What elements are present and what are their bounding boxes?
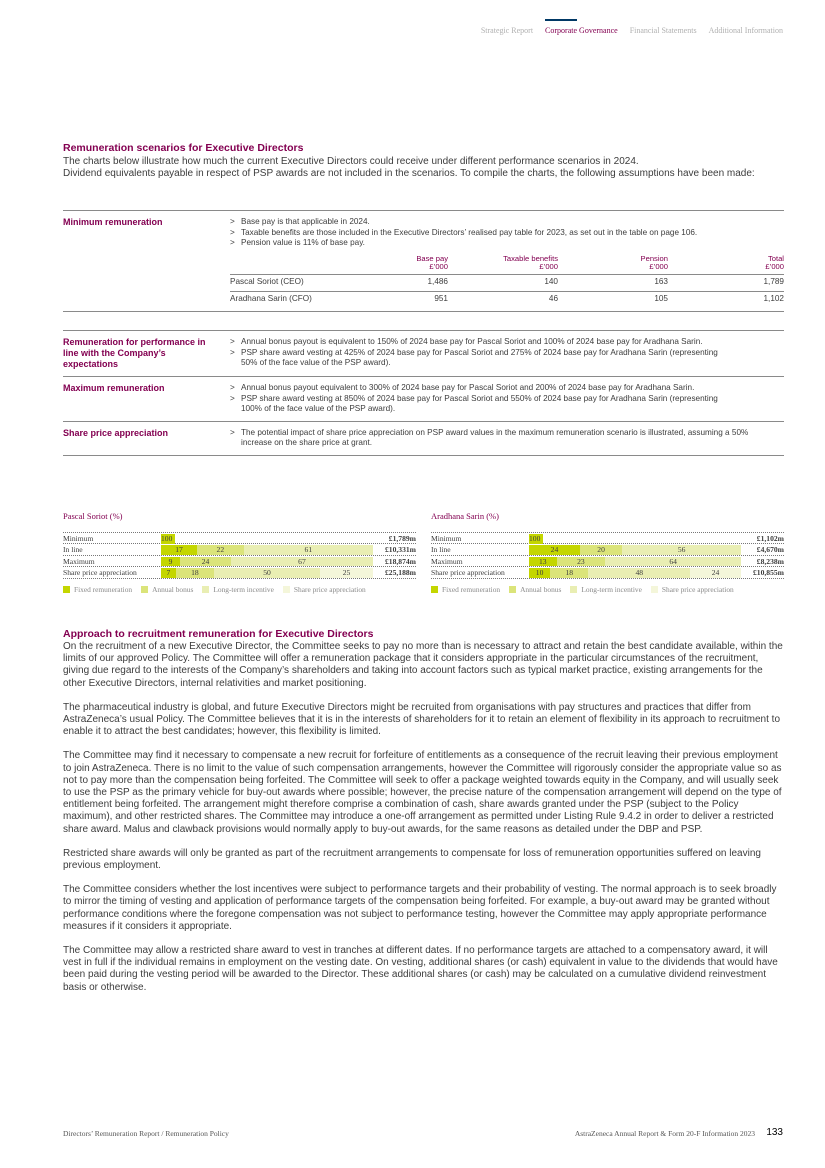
row-label: Maximum	[63, 556, 95, 566]
recruitment-section	[63, 628, 784, 994]
chart-legend	[431, 585, 784, 594]
bullet: > Annual bonus payout is equivalent to 150% of 2024 base pay for Pascal Soriot and 100% of 2024 base pay for Aradhana Sarin.	[230, 337, 784, 348]
bar-segment-fixed: 13	[529, 557, 557, 567]
scenarios-section	[63, 142, 784, 180]
assumption-label: Remuneration for performance in line with the Company’s expectations	[63, 337, 206, 370]
chart-row	[431, 532, 784, 544]
tab-additional-information[interactable]: Additional Information	[708, 26, 783, 35]
row-total: £25,188m	[384, 568, 416, 578]
bar-segment-lti: 67	[231, 557, 373, 567]
base-pay-table	[230, 255, 784, 308]
tab-corporate-governance[interactable]: Corporate Governance	[545, 26, 618, 35]
bullet: > The potential impact of share price appreciation on PSP award values in the maximum remuneration scenario is illustrated, assuming a 50% increase on the share price at grant.	[230, 428, 784, 449]
chart-rows	[431, 532, 784, 579]
cell: 163	[558, 275, 668, 292]
col-unit: £’000	[539, 262, 558, 272]
cell: 105	[654, 293, 668, 303]
bar-segment-fixed: 100	[161, 534, 175, 544]
assumptions-table	[63, 210, 784, 456]
row-total: £8,238m	[756, 556, 784, 566]
legend-label: Long-term incentive	[581, 585, 642, 595]
recruitment-paragraph: The pharmaceutical industry is global, and future Executive Directors might be recruited from organisations with pay structures and practices that differ from AstraZeneca’s usual Policy. The Committee believes that it is in the interests of shareholders for it to retain an element of flexibility in its approach to recruitment to enable it to attract the best candidates; however, this flexibility is limited.	[63, 701, 781, 738]
row-total: £4,670m	[756, 544, 784, 554]
legend-swatch	[509, 586, 516, 593]
row-total: £18,874m	[384, 556, 416, 566]
cell: 140	[448, 275, 558, 292]
row-label: Minimum	[431, 534, 462, 543]
bar-segment-bonus: 20	[580, 545, 622, 555]
chart-legend	[63, 585, 416, 594]
bullet: > PSP share award vesting at 425% of 2024 base pay for Pascal Soriot and 275% of 2024 base pay for Aradhana Sarin (representing 50% of the face value of the PSP award).	[230, 348, 784, 369]
chart-row	[63, 567, 416, 579]
assumption-row-share	[63, 422, 784, 456]
cell: Pascal Soriot (CEO)	[230, 275, 400, 292]
section-nav	[481, 26, 783, 35]
bar-segment-fixed: 9	[161, 557, 180, 567]
assumption-label: Share price appreciation	[63, 427, 169, 438]
bar-segment-fixed: 24	[529, 545, 580, 555]
legend-label: Annual bonus	[520, 585, 562, 595]
bullet: > Base pay is that applicable in 2024.	[230, 217, 784, 228]
chart-row	[431, 567, 784, 579]
tab-financial-statements[interactable]: Financial Statements	[629, 26, 697, 35]
recruitment-paragraph: The Committee may find it necessary to compensate a new recruit for forfeiture of entitlements as a consequence of the recruit leaving their previous employment to join AstraZeneca. There is no limit to the value of such compensation arrangements, however the Committee will rigorously consider the appropriate value so as not to pay more than the compensation being forfeited. The Committee will seek to offer a package weighted towards equity in the Company, and will usually seek to use the PSP as the primary vehicle for buy-out awards where possible; however, the precise nature of the compensation arrangement will depend on the type of entitlement being forfeited. The arrangement might therefore comprise a combination of cash, share awards granted under the PSP (subject to the Policy maximum), and other restricted shares. The Committee may introduce a one-off arrangement as permitted under Listing Rule 9.4.2 in order to deliver a restricted share award. Malus and clawback provisions would normally apply to buy-out awards, for the same reasons as detailed under the DBP and PSP.	[63, 750, 782, 835]
assumption-label: Maximum remuneration	[63, 383, 165, 394]
chart-row	[431, 556, 784, 568]
table-row	[230, 275, 784, 292]
bar-segment-bonus: 18	[550, 568, 588, 578]
page-number: 133	[766, 1127, 783, 1138]
row-label: Maximum	[431, 556, 463, 566]
recruitment-paragraph: The Committee considers whether the lost incentives were subject to performance targets and their probability of vesting. The normal approach is to seek broadly to mirror the timing of vesting and application of performance targets of the compensation being forfeited. For example, a buy-out award may be granted without performance conditions where the foregone compensation was not subject to performance testing, however the Committee may apply appropriate performance measures if it considers it appropriate.	[63, 884, 777, 932]
cell: 1,102	[763, 293, 784, 303]
row-total: £1,102m	[756, 534, 784, 543]
bullet: > Taxable benefits are those included in the Executive Directors’ realised pay table for 2023, as set out in the table on page 106.	[230, 228, 784, 239]
legend-swatch	[202, 586, 209, 593]
chart-row	[63, 556, 416, 568]
bar-segment-lti: 61	[244, 545, 373, 555]
legend-label: Fixed remuneration	[442, 585, 501, 595]
bullet: > Pension value is 11% of base pay.	[230, 238, 784, 249]
bar-segment-lti: 64	[605, 557, 741, 567]
bar-segment-share: 24	[690, 568, 741, 578]
legend-swatch	[283, 586, 290, 593]
assumption-label: Minimum remuneration	[63, 217, 163, 227]
assumption-row-minimum	[63, 211, 784, 312]
scenarios-heading: Remuneration scenarios for Executive Directors	[63, 142, 304, 154]
chart-aradhana-sarin	[431, 511, 784, 594]
cell: 1,789	[668, 275, 784, 292]
bar-segment-bonus: 24	[180, 557, 231, 567]
scenarios-intro-2: Dividend equivalents payable in respect of PSP awards are not included in the scenarios. To compile the charts, the following assumptions have been made:	[63, 168, 755, 180]
legend-label: Fixed remuneration	[74, 585, 133, 595]
chart-row	[63, 532, 416, 544]
col-header: Base pay	[416, 253, 448, 263]
legend-item	[63, 585, 132, 594]
bullet: > PSP share award vesting at 850% of 2024 base pay for Pascal Soriot and 550% of 2024 base pay for Aradhana Sarin (representing 100% of the face value of the PSP award).	[230, 394, 784, 415]
legend-label: Share price appreciation	[661, 585, 734, 595]
recruitment-heading: Approach to recruitment remuneration for Executive Directors	[63, 628, 374, 640]
assumption-row-maximum	[63, 377, 784, 422]
row-total: £1,789m	[388, 534, 416, 543]
recruitment-paragraph: Restricted share awards will only be granted as part of the recruitment arrangements to compensate for loss of remuneration opportunities suffered on leaving previous employment.	[63, 847, 761, 872]
chart-pascal-soriot	[63, 511, 416, 594]
chart-row	[63, 544, 416, 556]
bar-segment-bonus: 23	[557, 557, 606, 567]
cell: 46	[548, 293, 558, 303]
row-label: Share price appreciation	[63, 568, 137, 578]
col-unit: £’000	[649, 262, 668, 272]
assumption-row-performance	[63, 330, 784, 377]
legend-swatch	[141, 586, 148, 593]
legend-label: Share price appreciation	[293, 585, 366, 595]
legend-item	[509, 585, 561, 594]
chart-rows	[63, 532, 416, 579]
legend-item	[202, 585, 274, 594]
bar-segment-fixed: 100	[529, 534, 543, 544]
row-label: Share price appreciation	[431, 568, 505, 578]
cell: 1,486	[400, 275, 448, 292]
scenarios-intro-1: The charts below illustrate how much the current Executive Directors could receive under different performance scenarios in 2024.	[63, 156, 639, 167]
legend-swatch	[570, 586, 577, 593]
row-label: In line	[63, 544, 83, 554]
bar-segment-fixed: 7	[161, 568, 176, 578]
col-unit: £’000	[765, 262, 784, 272]
cell: 951	[434, 293, 448, 303]
tab-strategic-report[interactable]: Strategic Report	[480, 26, 534, 35]
bar-segment-bonus: 18	[176, 568, 214, 578]
row-total: £10,331m	[384, 544, 416, 554]
legend-item	[283, 585, 366, 594]
chart-row	[431, 544, 784, 556]
recruitment-paragraph: On the recruitment of a new Executive Director, the Committee seeks to pay no more than is necessary to attract and retain the best candidate available, within the limits of our approved Policy. The Committee will offer a remuneration package that it considers appropriate in the particular circumstances of the recruitment, giving due regard to the interests of the Company’s shareholders and taking into account factors such as typical market practice, existing arrangements for the other Executive Directors, internal relativities and market positioning.	[63, 641, 783, 689]
chart-title: Aradhana Sarin (%)	[431, 511, 499, 521]
col-unit: £’000	[429, 262, 448, 272]
bar-segment-fixed: 10	[529, 568, 550, 578]
footer-report-title: AstraZeneca Annual Report & Form 20-F Information 2023	[574, 1129, 755, 1138]
legend-item	[570, 585, 642, 594]
legend-item	[141, 585, 193, 594]
chart-title: Pascal Soriot (%)	[63, 511, 123, 521]
row-label: Minimum	[63, 534, 94, 543]
legend-item	[431, 585, 500, 594]
row-total: £10,855m	[752, 568, 784, 578]
recruitment-paragraph: The Committee may allow a restricted share award to vest in tranches at different dates. If no performance targets are attached to a compensatory award, it will vest in full if the individual remains in employment on the vesting date. On vesting, additional shares (or cash) equivalent in value to the dividends that would have been paid during the vesting period will be awarded to the Director. These additional shares (or cash) may be calculated on a cumulative dividend reinvestment basis or otherwise.	[63, 945, 778, 993]
footer-breadcrumb: Directors’ Remuneration Report / Remuneration Policy	[63, 1129, 229, 1138]
legend-item	[651, 585, 734, 594]
bar-segment-lti: 50	[214, 568, 320, 578]
legend-label: Annual bonus	[152, 585, 194, 595]
bar-segment-lti: 48	[588, 568, 690, 578]
col-header: Total	[767, 253, 784, 263]
bar-segment-share: 25	[320, 568, 373, 578]
legend-swatch	[431, 586, 438, 593]
row-label: In line	[431, 544, 451, 554]
bar-segment-lti: 56	[622, 545, 741, 555]
legend-label: Long-term incentive	[213, 585, 274, 595]
bar-segment-fixed: 17	[161, 545, 197, 555]
bar-segment-bonus: 22	[197, 545, 244, 555]
legend-swatch	[63, 586, 70, 593]
table-row	[230, 291, 784, 307]
col-header: Pension	[640, 253, 668, 263]
col-header: Taxable benefits	[503, 253, 558, 263]
bullet: > Annual bonus payout equivalent to 300% of 2024 base pay for Pascal Soriot and 200% of 2024 base pay for Aradhana Sarin.	[230, 383, 784, 394]
legend-swatch	[651, 586, 658, 593]
cell: Aradhana Sarin (CFO)	[230, 293, 312, 303]
